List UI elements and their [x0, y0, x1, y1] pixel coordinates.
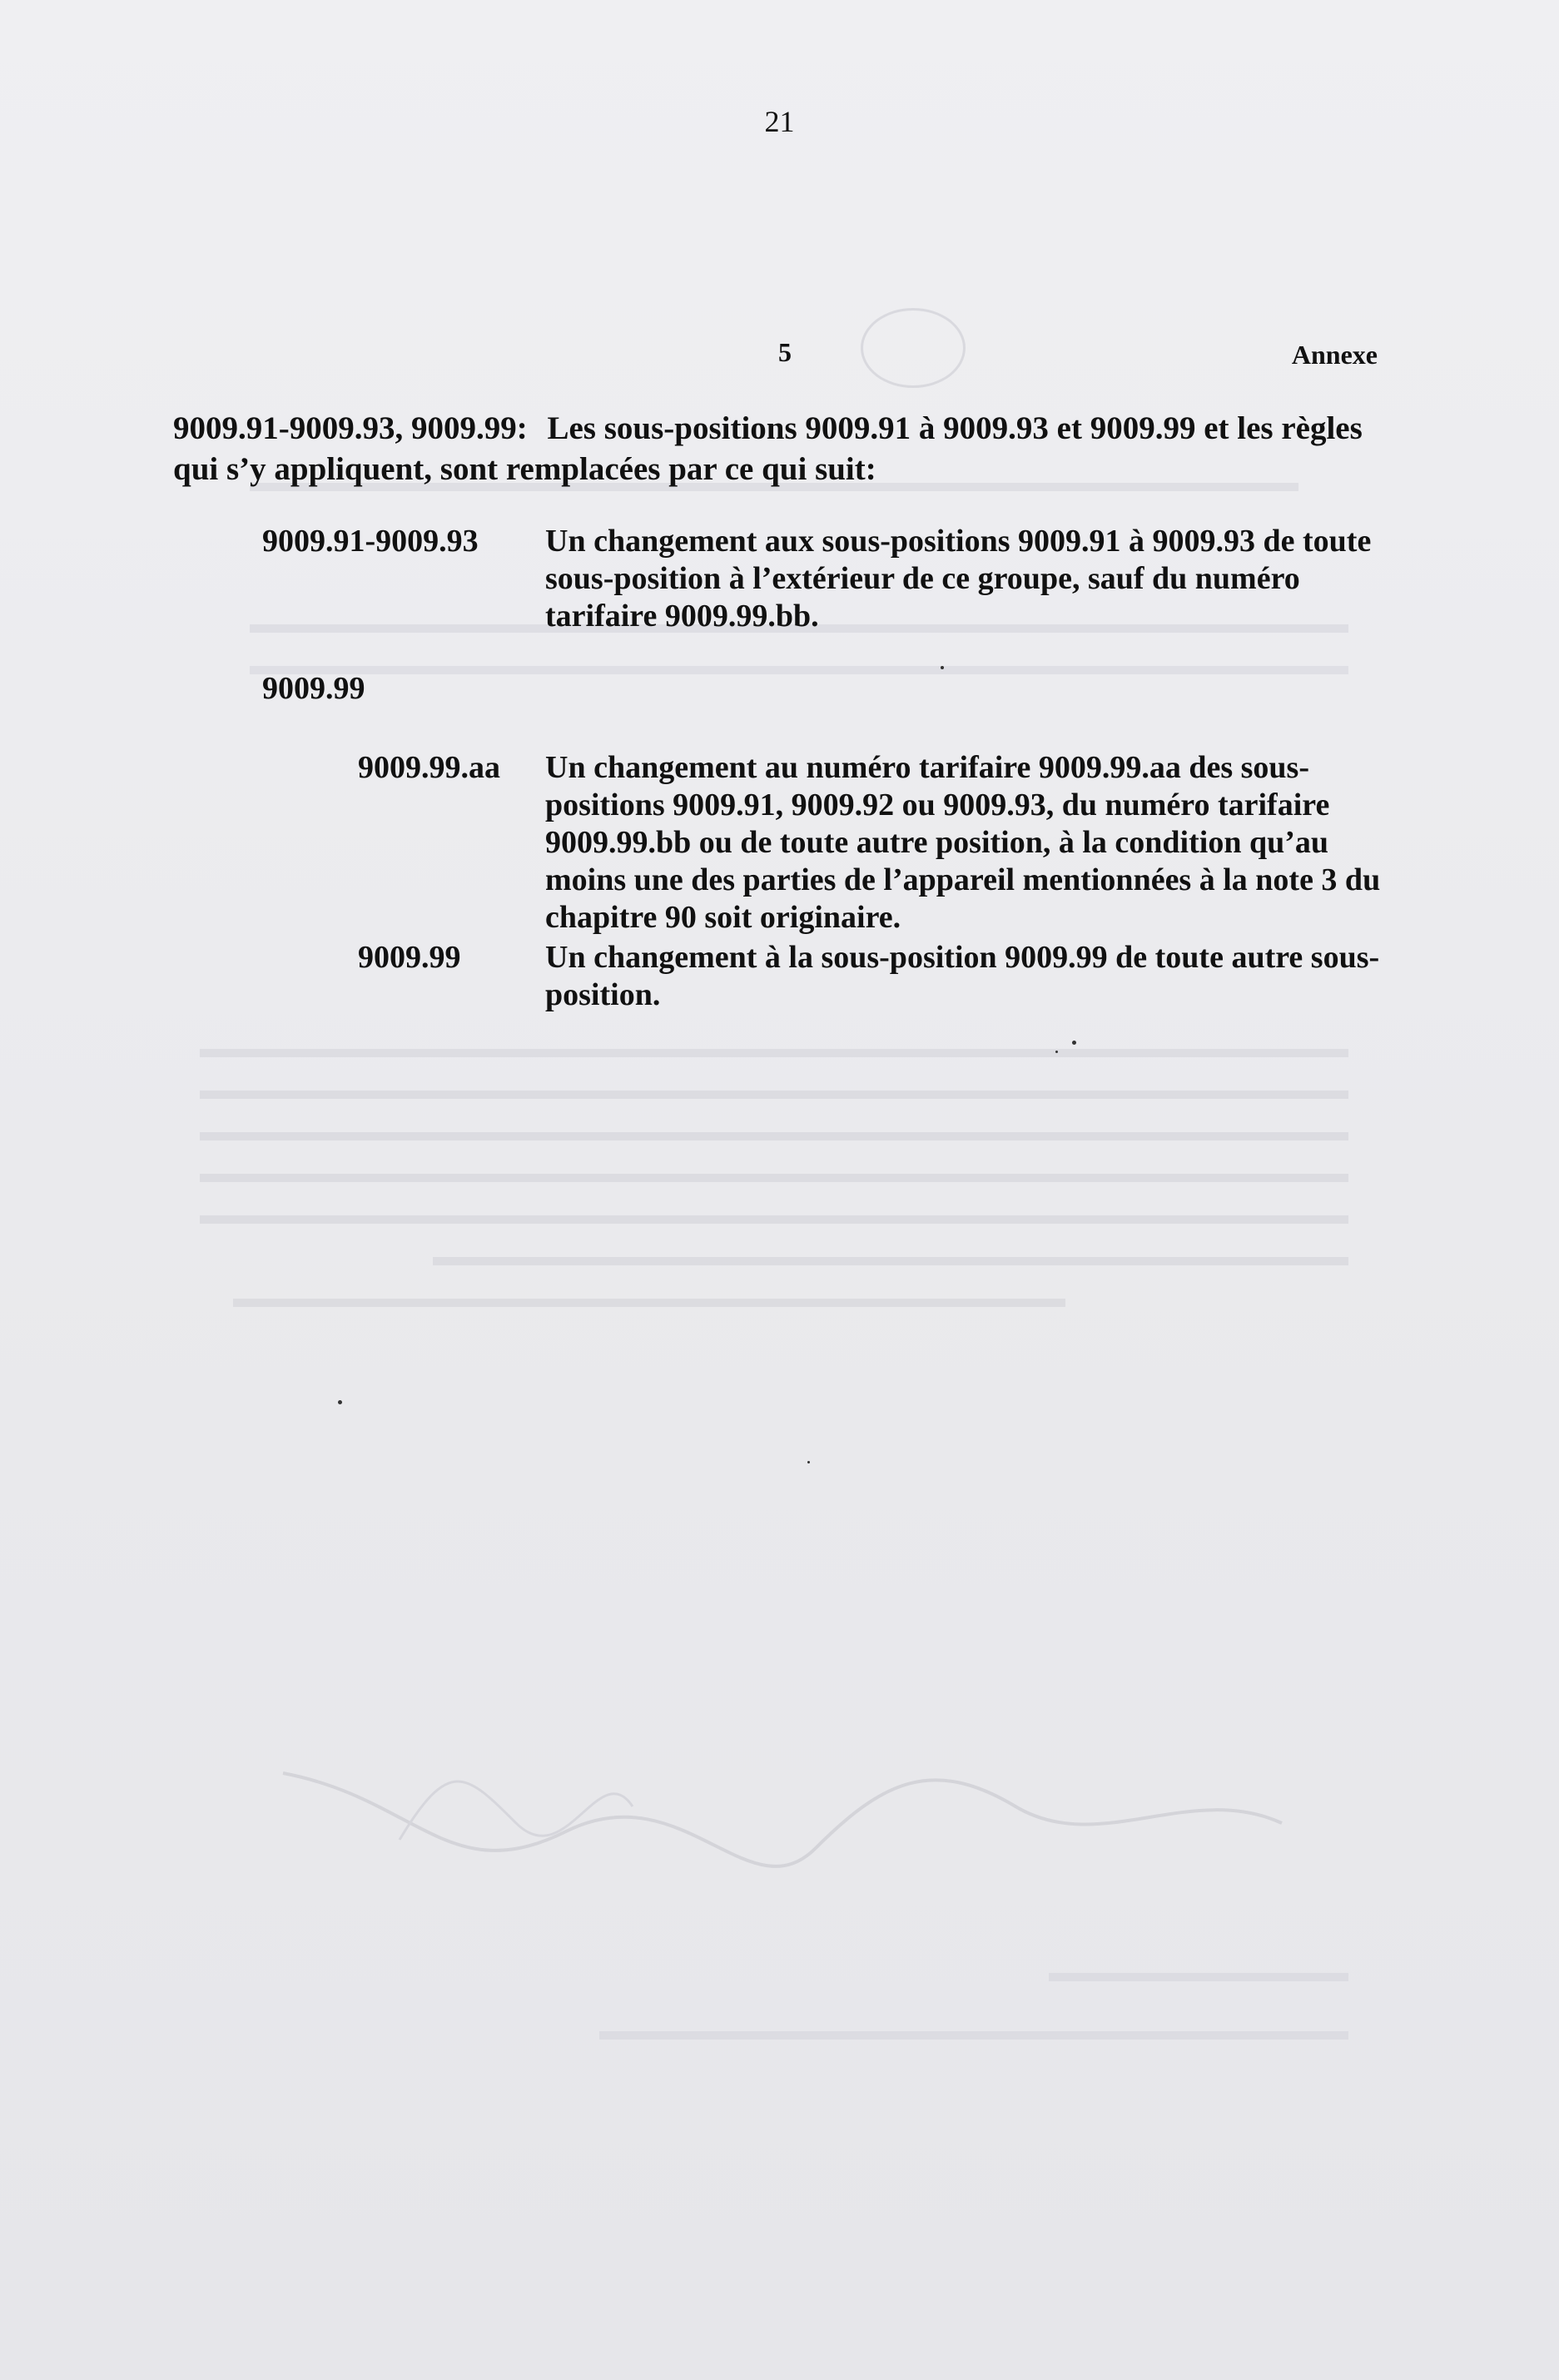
- rule-code: 9009.99: [262, 671, 365, 706]
- rule-code: 9009.99: [358, 940, 461, 975]
- rule-code: 9009.99.aa: [358, 750, 500, 785]
- stray-mark: [1055, 1051, 1058, 1053]
- intro-code: 9009.91-9009.93, 9009.99:: [173, 410, 528, 446]
- stray-mark: [338, 1400, 342, 1404]
- section-number: 5: [778, 337, 792, 367]
- rule-code: 9009.91-9009.93: [262, 524, 479, 559]
- rule-text: Un changement au numéro tarifaire 9009.99.aa des sous-positions 9009.91, 9009.92 ou 9009.93, du numéro tarifaire 9009.99.bb ou de toute autre position, à la condition qu’au moins une des parties de l’appareil mentionnées à la note 3 du chapitre 90 soit originaire.: [545, 750, 1381, 935]
- stray-mark: [941, 666, 944, 669]
- intro-paragraph: [173, 408, 1390, 489]
- stray-mark: [807, 1461, 810, 1463]
- annex-label: Annexe: [1291, 340, 1378, 370]
- intro-text: Les sous-positions 9009.91 à 9009.93 et 9009.99 et les règles qui s’y appliquent, sont remplacées par ce qui suit:: [173, 410, 1363, 487]
- rule-text: Un changement aux sous-positions 9009.91 à 9009.93 de toute sous-position à l’extérieur de ce groupe, sauf du numéro tarifaire 9009.99.bb.: [545, 524, 1372, 634]
- page-number: 21: [764, 105, 795, 138]
- stray-mark: [1072, 1041, 1076, 1045]
- rule-text: Un changement à la sous-position 9009.99 de toute autre sous-position.: [545, 940, 1380, 1012]
